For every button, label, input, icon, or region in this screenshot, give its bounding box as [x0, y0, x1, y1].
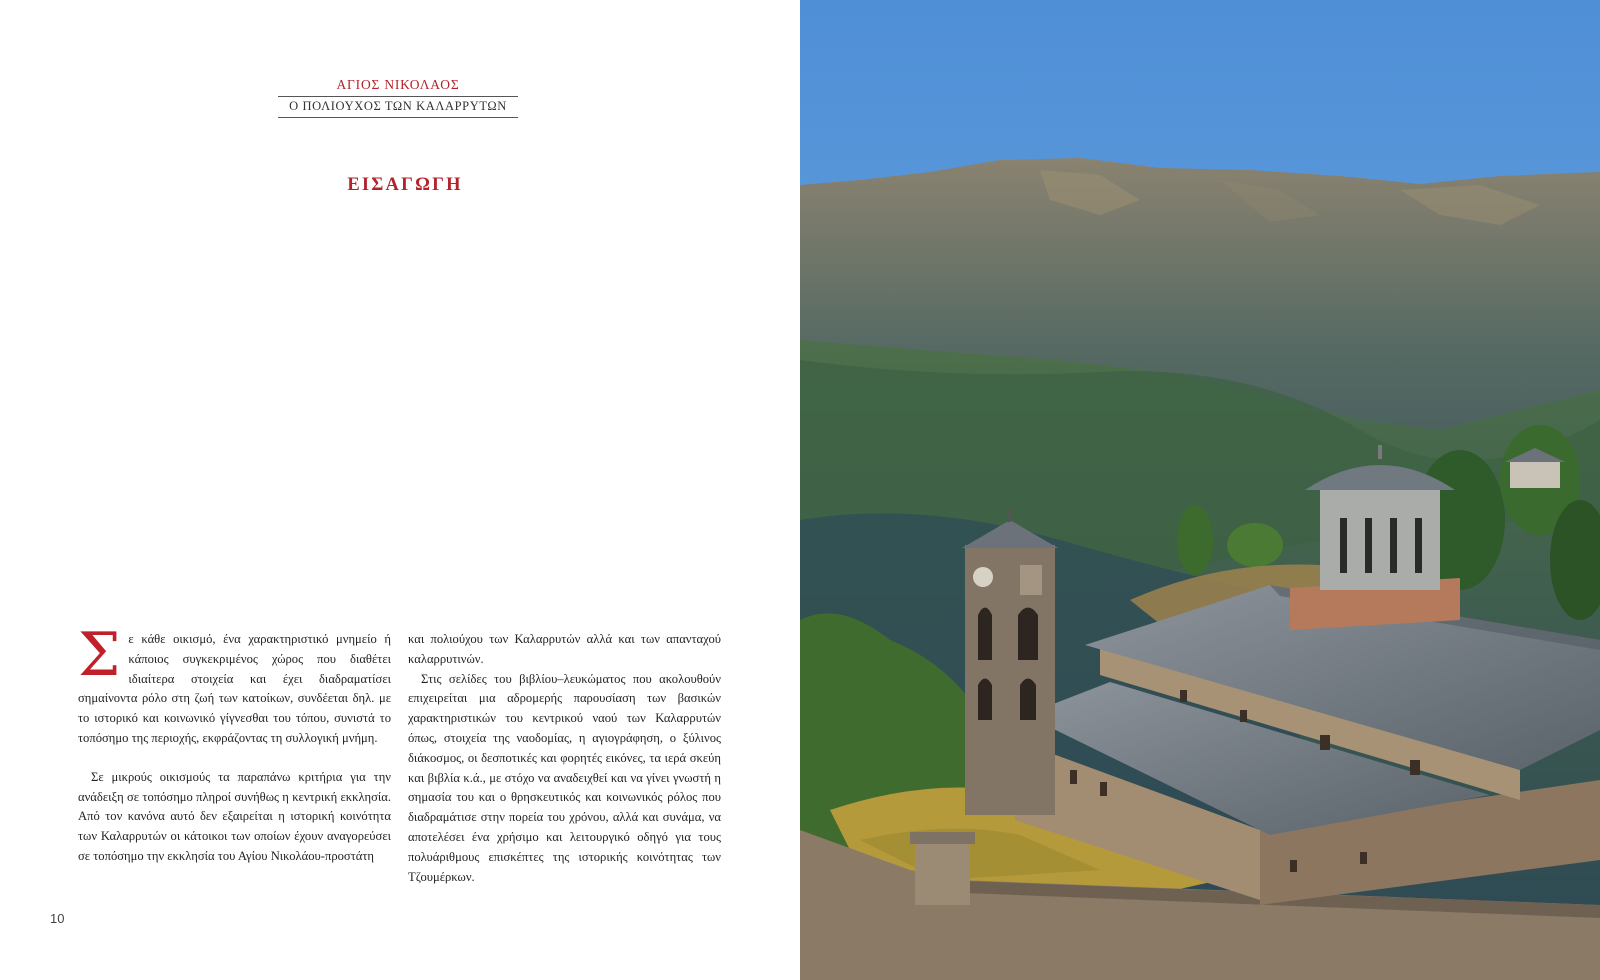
- chapter-title: ΕΙΣΑΓΩΓΗ: [347, 175, 463, 195]
- church-photograph: [800, 0, 1600, 980]
- running-head-subtitle: Ο ΠΟΛΙΟΥΧΟΣ ΤΩΝ ΚΑΛΑΡΡΥΤΩΝ: [278, 96, 518, 118]
- drop-cap: Σ: [78, 620, 121, 690]
- running-head: [278, 77, 518, 118]
- photo-illustration: [800, 0, 1600, 980]
- running-head-title: ΑΓΙΟΣ ΝΙΚΟΛΑΟΣ: [336, 77, 460, 92]
- page-number: 10: [50, 911, 65, 926]
- paragraph-landmark: Σε μικρούς οικισμούς τα παραπάνω κριτήρια για την ανάδειξη σε τοπόσημο πληροί συνήθως η κεντρική εκκλησία. Από τον κανόνα αυτό δεν εξαιρείται η ιστορική κοινότητα των Καλαρρυτών οι κάτοικοι των οποίων έχουν αναγορεύσει σε τοπόσημο την εκκλησία του Αγίου Νικολάου-προστάτη: [78, 769, 391, 863]
- paragraph-book-purpose: Στις σελίδες του βιβλίου–λευκώματος που ακολουθούν επιχειρείται μια αδρομερής παρουσίαση των βασικών χαρακτηριστικών του κεντρικού ναού των Καλαρρυτών όπως, στοιχεία της ναοδομίας, η αγιογράφηση, ο ξύλινος διάκοσμος, οι δεσποτικές και φορητές εικόνες, τα ιερά σκεύη και βιβλία κ.ά., με στόχο να αναδειχθεί και να γίνει γνωστή η σημασία του και ο θρησκευτικός και κοινωνικός ρόλος που διαδραμάτισε στην πορεία του χρόνου, αλλά και συνάμα, να αποτελέσει ένα χρήσιμο και λειτουργικό οδηγό για τους πολυάριθμους επισκέπτες της ιστορικής κοινότητας των Τζουμέρκων.: [408, 671, 721, 884]
- text-column-right: [408, 630, 721, 887]
- paragraph-landmark-continued: και πολιούχου των Καλαρρυτών αλλά και των απανταχού καλαρρυτινών.: [408, 632, 721, 666]
- paragraph-intro: ε κάθε οικισμό, ένα χαρακτηριστικό μνημείο ή κάποιος συγκεκριμένος χώρος που διαθέτει ιδιαίτερα στοιχεία και έχει διαδραματίσει σημαίνοντα ρόλο στη ζωή των κατοίκων, συνδέεται δηλ. με το ιστορικό και κοινωνικό γίγνεσθαι του τόπου, συνιστά το τοπόσημο της περιοχής, εκφράζοντας τη συλλογική μνήμη.: [78, 632, 391, 745]
- text-column-left: [78, 620, 391, 867]
